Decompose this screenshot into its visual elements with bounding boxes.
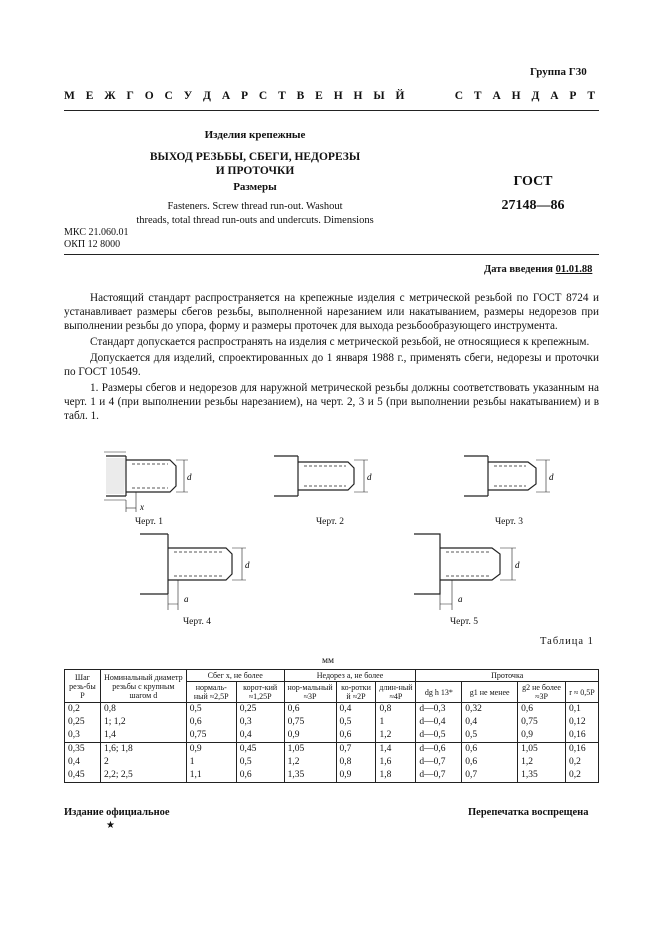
table-cell: 1,05 bbox=[284, 743, 336, 757]
figure-4-drawing bbox=[136, 530, 266, 614]
table-cell: 0,7 bbox=[462, 769, 518, 783]
table-cell: 0,75 bbox=[518, 716, 566, 729]
table-row bbox=[65, 729, 599, 743]
footer-official: Издание официальное bbox=[64, 807, 170, 818]
table-cell: 0,25 bbox=[65, 716, 101, 729]
footer-reprint: Перепечатка воспрещена bbox=[468, 807, 589, 818]
header-g2: g2 не более ≈3P bbox=[518, 682, 566, 703]
figure-2-dim-d: d bbox=[367, 472, 372, 482]
figure-3-caption: Черт. 3 bbox=[495, 517, 523, 527]
english-title bbox=[110, 200, 400, 228]
table-cell: 0,2 bbox=[65, 703, 101, 717]
table-row bbox=[65, 716, 599, 729]
footer-star: ★ bbox=[106, 820, 115, 831]
header-groove-group: Проточка bbox=[416, 670, 599, 682]
table-cell: 0,7 bbox=[336, 743, 376, 757]
main-title bbox=[130, 150, 380, 178]
table-caption: Таблица 1 bbox=[540, 636, 594, 647]
subtitle: Размеры bbox=[233, 181, 277, 193]
mks-code: МКС 21.060.01 bbox=[64, 227, 129, 238]
table-cell: 1,4 bbox=[376, 743, 416, 757]
header-g1: g1 не менее bbox=[462, 682, 518, 703]
figure-1-dim-d: d bbox=[187, 472, 192, 482]
intro-date: 01.01.88 bbox=[555, 264, 593, 275]
table-cell: 0,4 bbox=[462, 716, 518, 729]
table-cell: 0,9 bbox=[336, 769, 376, 783]
table-cell: 1,1 bbox=[186, 769, 236, 783]
paragraph-3: Допускается для изделий, спроектированных до 1 января 1988 г., применять сбеги, недорезы и проточки по ГОСТ 10549. bbox=[64, 352, 599, 378]
table-cell: 0,12 bbox=[565, 716, 598, 729]
table-row bbox=[65, 756, 599, 769]
table-cell: 1; 1,2 bbox=[100, 716, 186, 729]
table-cell: 1,4 bbox=[100, 729, 186, 743]
figure-1-drawing bbox=[104, 450, 224, 516]
table-cell: 0,45 bbox=[65, 769, 101, 783]
english-line-2: threads, total thread run-outs and undercuts. Dimensions bbox=[136, 215, 374, 226]
table-cell: d—0,5 bbox=[416, 729, 462, 743]
table-cell: 2 bbox=[100, 756, 186, 769]
dimension-table bbox=[64, 669, 599, 783]
table-cell: 1,6; 1,8 bbox=[100, 743, 186, 757]
paragraph-2: Стандарт допускается распространять на изделия с метрической резьбой, не относящиеся к крепежным. bbox=[90, 336, 590, 348]
table-cell: 0,6 bbox=[462, 743, 518, 757]
table-cell: 0,5 bbox=[236, 756, 284, 769]
table-cell: 0,3 bbox=[236, 716, 284, 729]
figure-3-drawing bbox=[460, 450, 580, 516]
table-cell: d—0,6 bbox=[416, 743, 462, 757]
standard-banner bbox=[64, 90, 599, 102]
table-cell: 0,45 bbox=[236, 743, 284, 757]
table-cell: 1,2 bbox=[518, 756, 566, 769]
header-runout-short: корот-кий ≈1,25P bbox=[236, 682, 284, 703]
figure-5-dim-a: a bbox=[458, 594, 463, 604]
paragraph-1: Настоящий стандарт распространяется на крепежные изделия с метрической резьбой по ГОСТ 8724 и устанавливает размеры сбегов резьбы, выполненной нарезанием или накатыванием, размеры недорезов при выполнении резьбы до упора, форму и размеры проточек для выхода резьбообразующего инструмента. bbox=[64, 292, 599, 332]
header-dg: dg h 13* bbox=[416, 682, 462, 703]
table-cell: 2,2; 2,5 bbox=[100, 769, 186, 783]
body-text bbox=[64, 291, 599, 425]
table-cell: 1,6 bbox=[376, 756, 416, 769]
table-cell: 0,4 bbox=[65, 756, 101, 769]
table-cell: 0,4 bbox=[236, 729, 284, 743]
table-cell: 0,8 bbox=[100, 703, 186, 717]
table-cell: 0,9 bbox=[186, 743, 236, 757]
table-cell: 0,35 bbox=[65, 743, 101, 757]
table-cell: 0,8 bbox=[376, 703, 416, 717]
header-undercut-long: длин-ный ≈4P bbox=[376, 682, 416, 703]
table-row bbox=[65, 703, 599, 717]
figure-4-dim-a: a bbox=[184, 594, 189, 604]
top-rule bbox=[64, 110, 599, 111]
banner-word-2: С Т А Н Д А Р Т bbox=[454, 90, 599, 102]
classification-codes bbox=[64, 227, 128, 251]
table-cell: 0,32 bbox=[462, 703, 518, 717]
category-title: Изделия крепежные bbox=[204, 129, 306, 141]
figure-4-dim-d: d bbox=[245, 560, 250, 570]
header-undercut-short: ко-ротки й ≈2P bbox=[336, 682, 376, 703]
table-cell: 1,8 bbox=[376, 769, 416, 783]
table-cell: d—0,4 bbox=[416, 716, 462, 729]
table-cell: 0,6 bbox=[236, 769, 284, 783]
table-unit: мм bbox=[322, 656, 335, 666]
table-cell: 0,9 bbox=[518, 729, 566, 743]
table-cell: 0,75 bbox=[284, 716, 336, 729]
title-line-1: ВЫХОД РЕЗЬБЫ, СБЕГИ, НЕДОРЕЗЫ bbox=[149, 151, 361, 163]
figure-2-drawing bbox=[268, 450, 388, 516]
table-cell: 0,16 bbox=[565, 729, 598, 743]
header-runout-group: Сбег x, не более bbox=[186, 670, 284, 682]
table-cell: 1,35 bbox=[284, 769, 336, 783]
table-row bbox=[65, 743, 599, 757]
header-undercut-group: Недорез a, не более bbox=[284, 670, 416, 682]
figure-5-caption: Черт. 5 bbox=[450, 617, 478, 627]
gost-label: ГОСТ bbox=[513, 174, 553, 189]
figure-3-dim-d: d bbox=[549, 472, 554, 482]
group-label: Группа Г30 bbox=[530, 66, 587, 78]
table-cell: 0,16 bbox=[565, 743, 598, 757]
figure-1-dim-x: x bbox=[140, 502, 144, 512]
title-rule bbox=[64, 254, 599, 255]
header-undercut-normal: нор-мальный ≈3P bbox=[284, 682, 336, 703]
table-cell: 0,8 bbox=[336, 756, 376, 769]
table-row bbox=[65, 769, 599, 783]
table-cell: 0,6 bbox=[336, 729, 376, 743]
table-cell: 0,6 bbox=[462, 756, 518, 769]
gost-block bbox=[488, 170, 578, 218]
table-cell: 0,2 bbox=[565, 756, 598, 769]
table-cell: 0,6 bbox=[284, 703, 336, 717]
table-cell: 0,5 bbox=[186, 703, 236, 717]
figure-4-caption: Черт. 4 bbox=[183, 617, 211, 627]
table-cell: 0,6 bbox=[186, 716, 236, 729]
table-cell: 0,25 bbox=[236, 703, 284, 717]
introduction-date bbox=[484, 264, 592, 275]
table-cell: 0,2 bbox=[565, 769, 598, 783]
table-cell: 0,9 bbox=[284, 729, 336, 743]
header-pitch: Шаг резь-бы P bbox=[65, 670, 101, 703]
table-cell: 1,05 bbox=[518, 743, 566, 757]
table-cell: 1,35 bbox=[518, 769, 566, 783]
header-nominal-diameter: Номинальный диаметр резьбы с крупным шагом d bbox=[100, 670, 186, 703]
table-cell: 1 bbox=[376, 716, 416, 729]
table-cell: 0,1 bbox=[565, 703, 598, 717]
table-cell: 0,5 bbox=[336, 716, 376, 729]
table-cell: 0,3 bbox=[65, 729, 101, 743]
table-cell: d—0,7 bbox=[416, 756, 462, 769]
header-runout-normal: нормаль-ный ≈2,5P bbox=[186, 682, 236, 703]
banner-word-1: М Е Ж Г О С У Д А Р С Т В Е Н Н Ы Й bbox=[64, 90, 409, 102]
title-line-2: И ПРОТОЧКИ bbox=[215, 165, 295, 177]
table-cell: d—0,3 bbox=[416, 703, 462, 717]
table-cell: 1 bbox=[186, 756, 236, 769]
table-cell: 1,2 bbox=[376, 729, 416, 743]
english-line-1: Fasteners. Screw thread run-out. Washout bbox=[167, 201, 343, 212]
table-cell: 0,6 bbox=[518, 703, 566, 717]
table-cell: 0,5 bbox=[462, 729, 518, 743]
figure-1-caption: Черт. 1 bbox=[135, 517, 163, 527]
table-cell: 1,2 bbox=[284, 756, 336, 769]
paragraph-4: 1. Размеры сбегов и недорезов для наружной метрической резьбы должны соответствовать указанным на черт. 1 и 4 (при выполнении резьбы нарезанием), на черт. 2, 3 и 5 (при выполнении резьбы накатыванием) и в табл. 1. bbox=[64, 382, 599, 422]
figure-5-dim-d: d bbox=[515, 560, 520, 570]
table-cell: 0,75 bbox=[186, 729, 236, 743]
figure-2-caption: Черт. 2 bbox=[316, 517, 344, 527]
gost-number: 27148—86 bbox=[501, 198, 565, 213]
figure-5-drawing bbox=[408, 530, 538, 614]
table-cell: 0,4 bbox=[336, 703, 376, 717]
okp-code: ОКП 12 8000 bbox=[64, 239, 121, 250]
header-r: r ≈ 0,5P bbox=[565, 682, 598, 703]
table-cell: d—0,7 bbox=[416, 769, 462, 783]
intro-label: Дата введения bbox=[484, 264, 553, 275]
